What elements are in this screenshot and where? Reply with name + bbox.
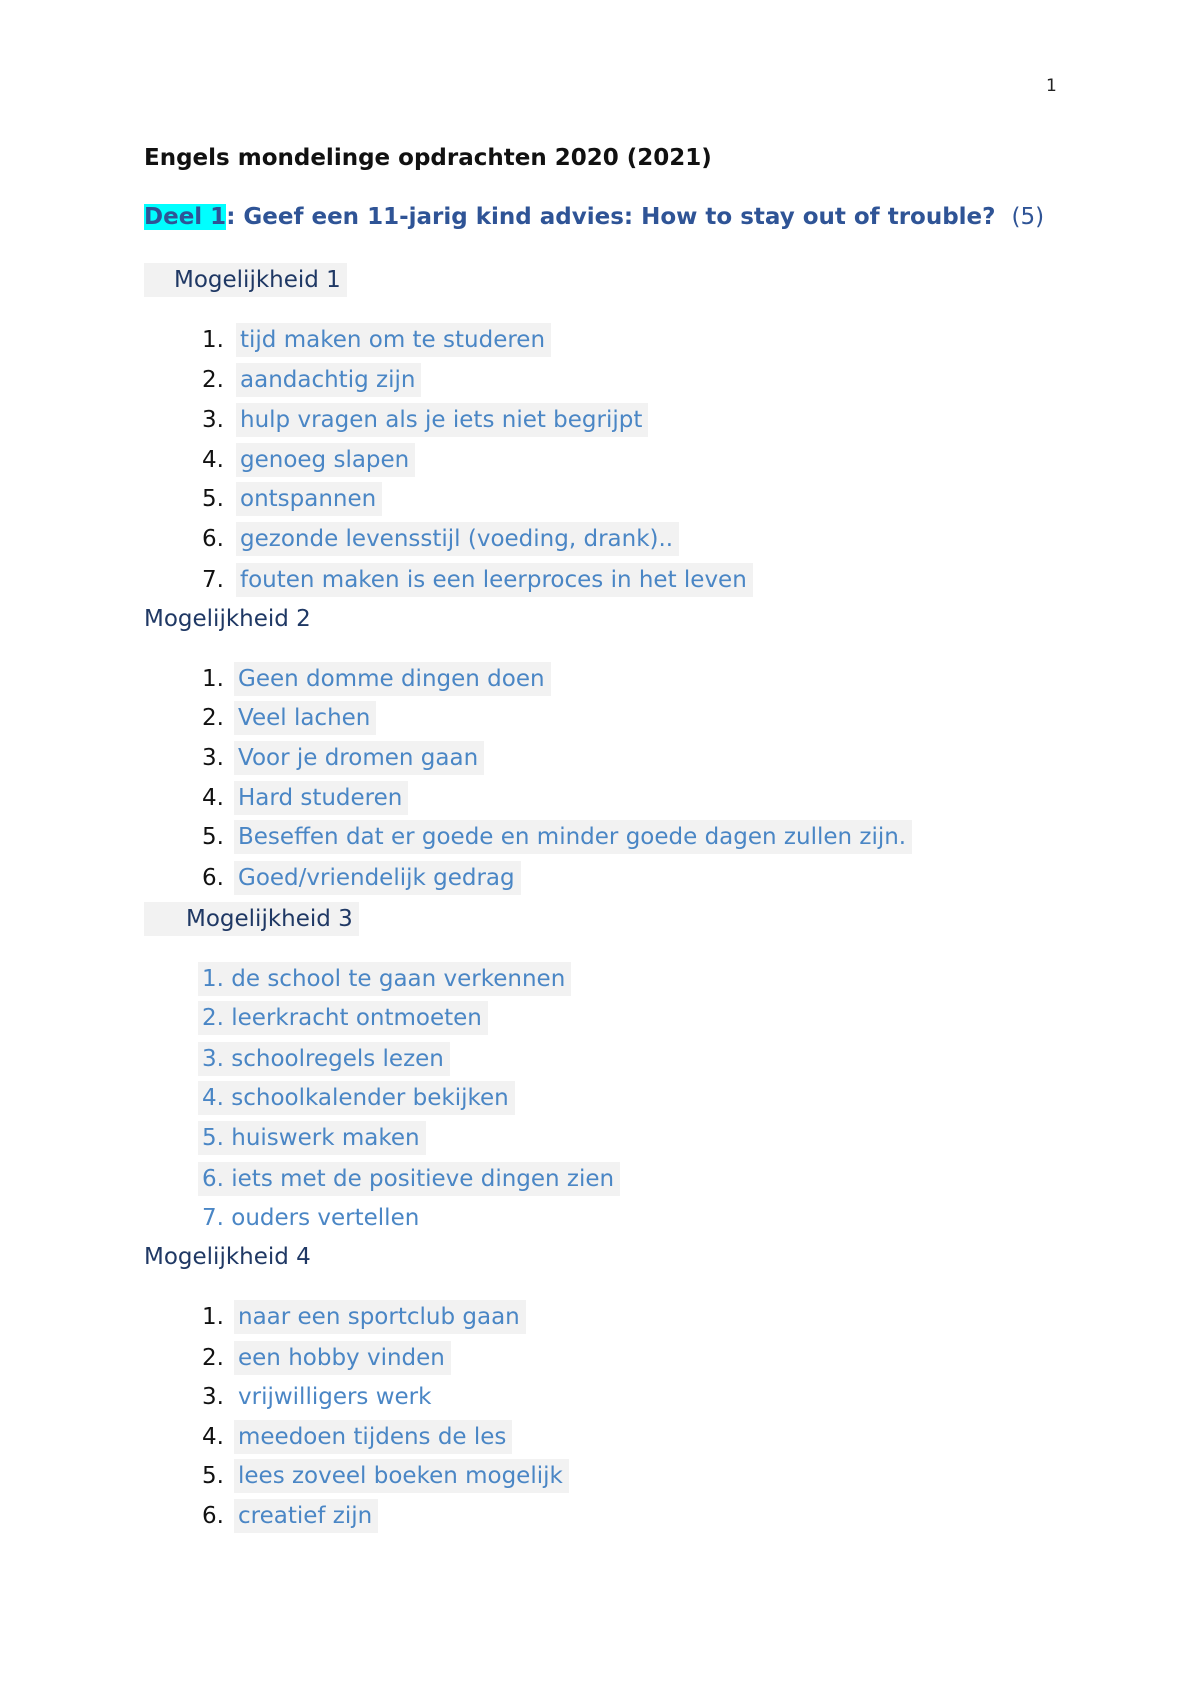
part-heading	[144, 204, 1044, 230]
list-text: 6. iets met de positieve dingen zien	[198, 1162, 620, 1196]
list-text: 4. schoolkalender bekijken	[198, 1081, 515, 1115]
list-number: 5.	[202, 486, 224, 512]
list-text: Veel lachen	[234, 701, 376, 735]
list-number: 6.	[202, 526, 224, 552]
list-text: Geen domme dingen doen	[234, 662, 551, 696]
list-number: 6.	[202, 865, 224, 891]
part-heading-count: (5)	[1011, 204, 1045, 230]
list-text: genoeg slapen	[236, 443, 415, 477]
list-text: creatief zijn	[234, 1499, 378, 1533]
part-heading-text: : Geef een 11-jarig kind advies: How to stay out of trouble?	[226, 204, 996, 230]
list-number: 3.	[202, 745, 224, 771]
list-text: 1. de school te gaan verkennen	[198, 962, 571, 996]
list-number: 1.	[202, 327, 224, 353]
list-text: meedoen tijdens de les	[234, 1420, 512, 1454]
list-text: 3. schoolregels lezen	[198, 1042, 450, 1076]
section-title: Mogelijkheid 3	[144, 902, 359, 936]
list-text: 5. huiswerk maken	[198, 1121, 426, 1155]
list-text: een hobby vinden	[234, 1341, 451, 1375]
list-text: ontspannen	[236, 482, 382, 516]
list-number: 4.	[202, 1424, 224, 1450]
list-number: 4.	[202, 447, 224, 473]
list-number: 5.	[202, 1463, 224, 1489]
list-text: Beseffen dat er goede en minder goede dagen zullen zijn.	[234, 820, 912, 854]
list-text: 2. leerkracht ontmoeten	[198, 1001, 488, 1035]
list-text: Voor je dromen gaan	[234, 741, 484, 775]
list-number: 6.	[202, 1503, 224, 1529]
list-number: 1.	[202, 1304, 224, 1330]
list-text: tijd maken om te studeren	[236, 323, 551, 357]
document-title: Engels mondelinge opdrachten 2020 (2021)	[144, 145, 712, 171]
list-number: 3.	[202, 1384, 224, 1410]
list-text: vrijwilligers werk	[238, 1384, 432, 1410]
list-number: 2.	[202, 367, 224, 393]
list-text: Goed/vriendelijk gedrag	[234, 861, 521, 895]
section-title: Mogelijkheid 1	[144, 263, 347, 297]
list-number: 5.	[202, 824, 224, 850]
list-number: 2.	[202, 705, 224, 731]
list-number: 7.	[202, 567, 224, 593]
list-text: aandachtig zijn	[236, 363, 421, 397]
list-text: Hard studeren	[234, 781, 408, 815]
list-number: 1.	[202, 666, 224, 692]
page-number: 1	[1046, 76, 1057, 96]
section-title: Mogelijkheid 2	[144, 606, 311, 632]
list-text: hulp vragen als je iets niet begrijpt	[236, 403, 648, 437]
list-text: fouten maken is een leerproces in het leven	[236, 563, 753, 597]
list-text: 7. ouders vertellen	[202, 1205, 420, 1231]
part-heading-highlight: Deel 1	[144, 204, 227, 230]
section-title: Mogelijkheid 4	[144, 1244, 311, 1270]
list-number: 2.	[202, 1345, 224, 1371]
list-text: lees zoveel boeken mogelijk	[234, 1459, 569, 1493]
list-text: gezonde levensstijl (voeding, drank)..	[236, 522, 679, 556]
list-text: naar een sportclub gaan	[234, 1300, 526, 1334]
list-number: 3.	[202, 407, 224, 433]
list-number: 4.	[202, 785, 224, 811]
